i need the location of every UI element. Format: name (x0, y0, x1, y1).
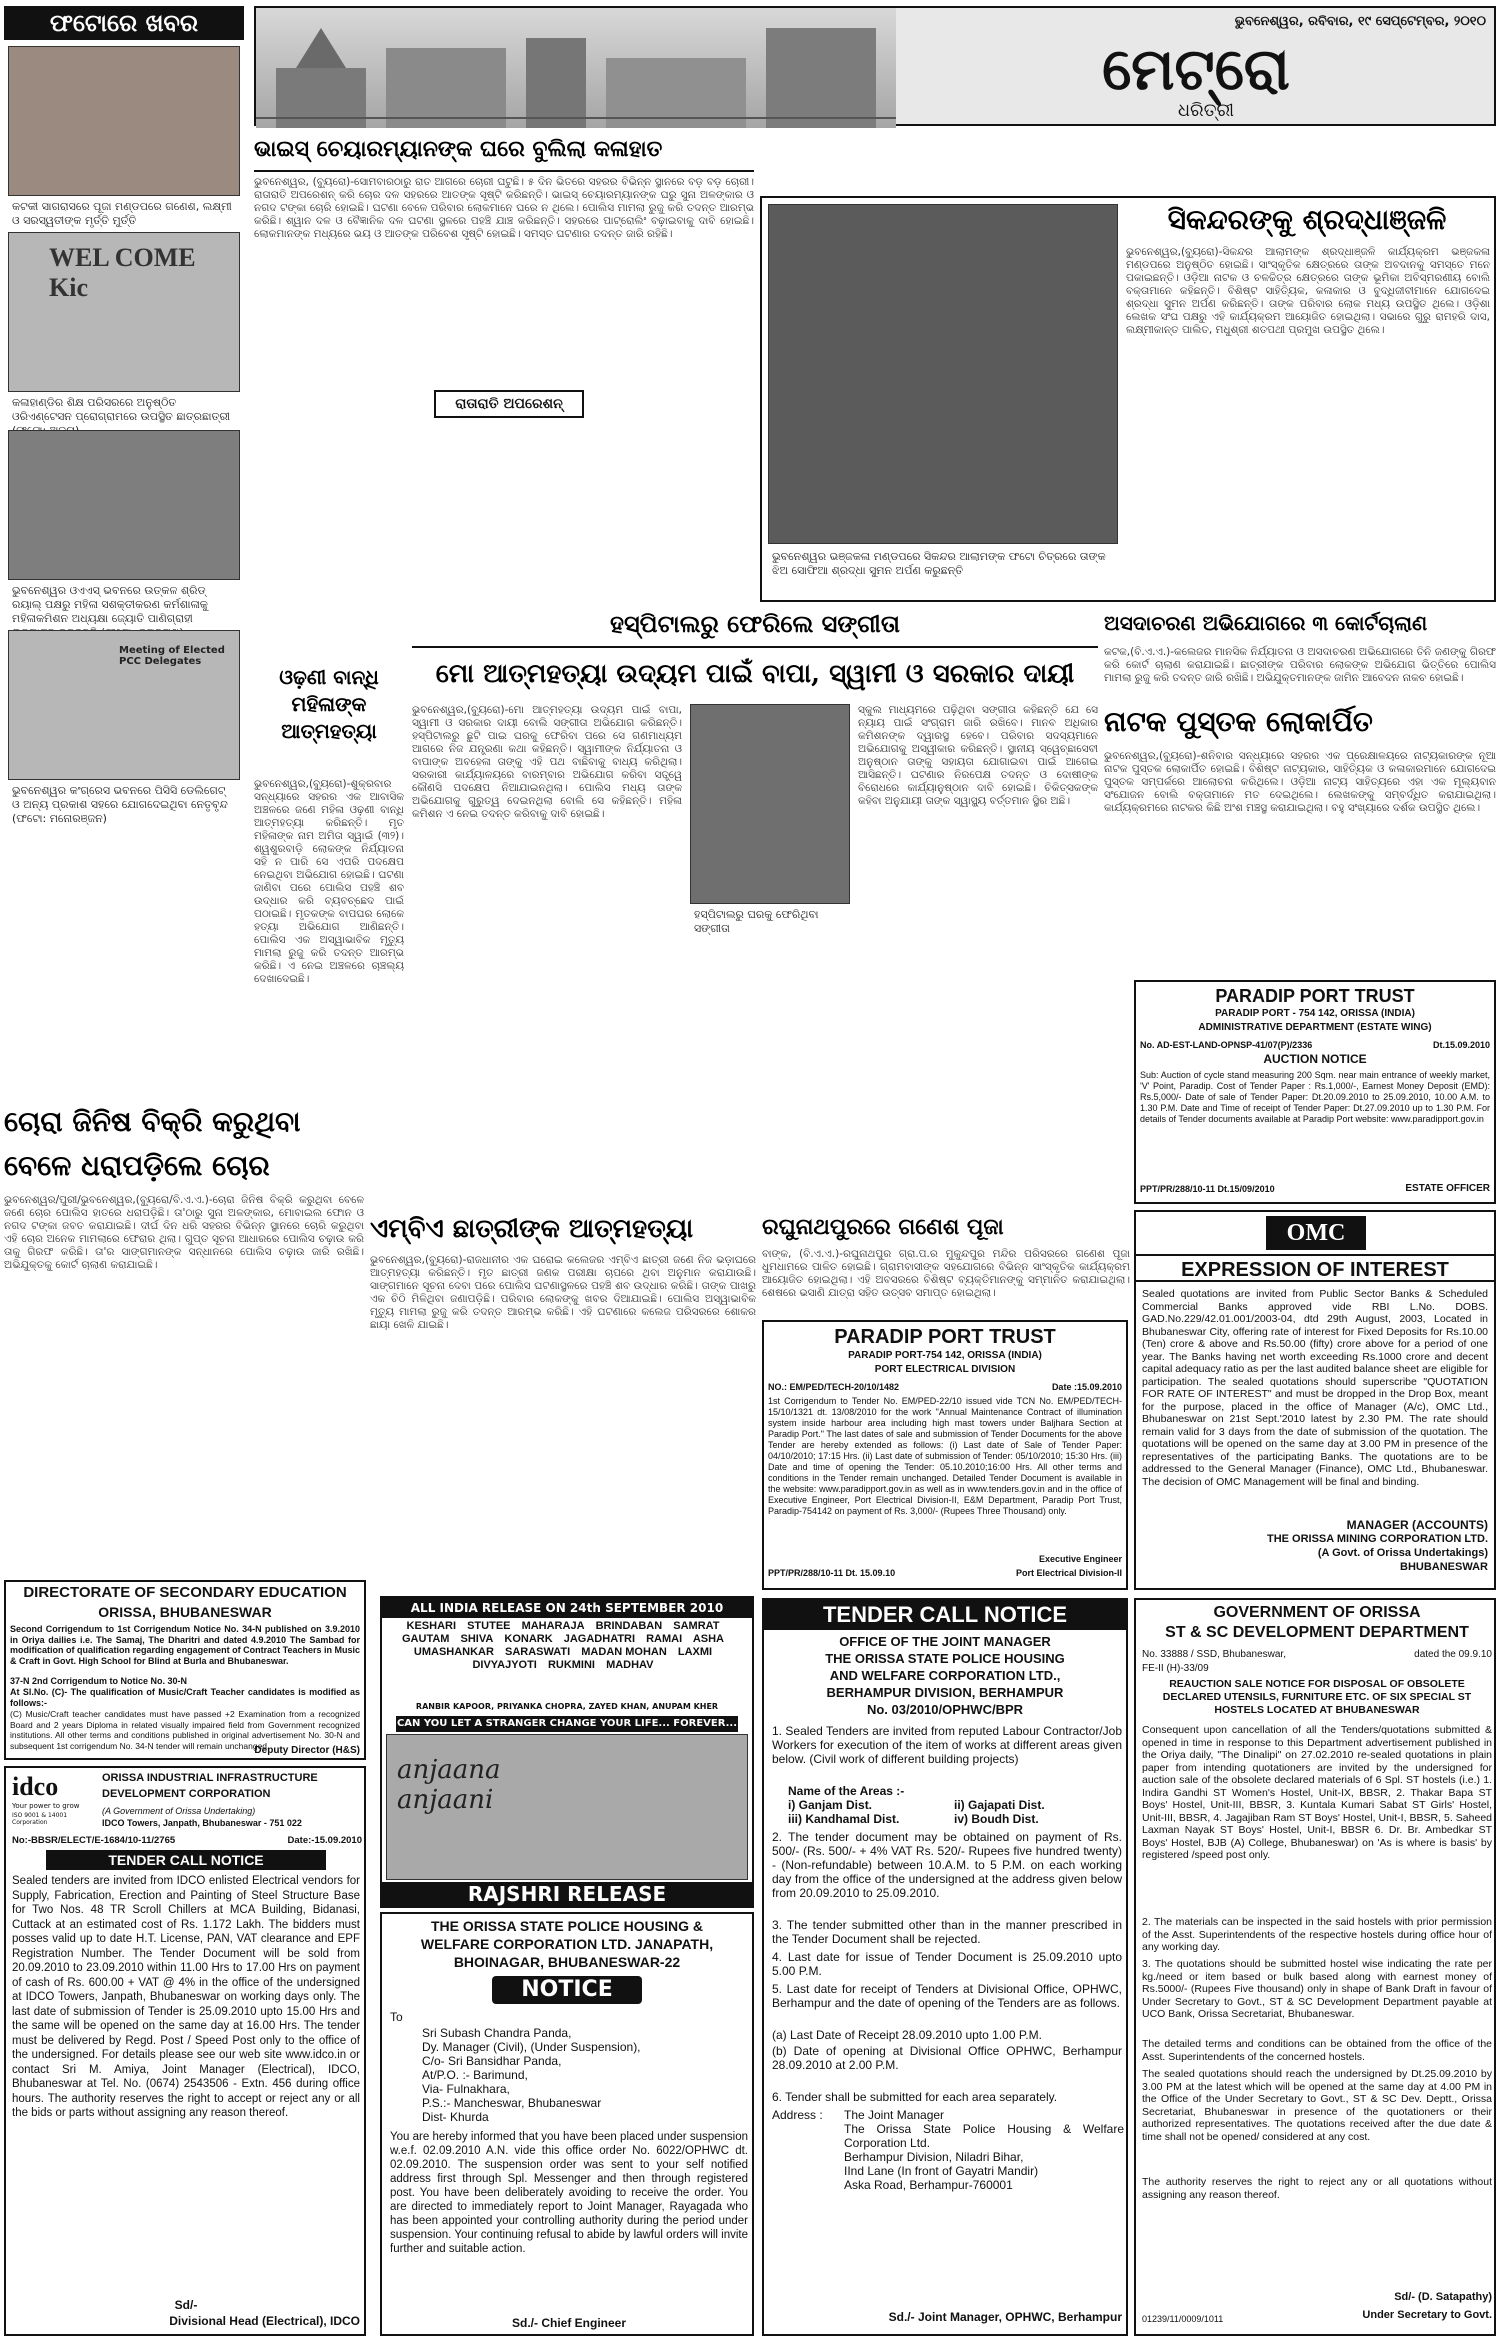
photo-caption: ହସ୍ପିଟାଲରୁ ଘରକୁ ଫେରିଥିବା ସଙ୍ଗୀତା (694, 908, 819, 935)
address-line: C/o- Sri Bansidhar Panda, (422, 2054, 562, 2068)
ad-org: DEVELOPMENT CORPORATION (102, 1788, 271, 1800)
masthead-subtitle: ଧରିତ୍ରୀ (1177, 100, 1235, 121)
ad-org-sub: (A Government of Orissa Undertaking) (102, 1806, 256, 1816)
ad-ppt-auction (1134, 980, 1496, 1204)
ad-body: 3. The quotations should be submitted hostel wise indicating the rate per kg./need or item based or bulk based along with earnest money of Rs.5000/- (Rupees Five thousand) only in shape of Bank Draft in favour of Under Secretary to Govt., ST & SC Development Department payable at UCO Bank, Orissa Secretariat, Bhubaneswar. (1142, 1958, 1492, 2020)
ad-department: PORT ELECTRICAL DIVISION (874, 1364, 1016, 1375)
story-book-release (1104, 700, 1496, 980)
ad-ophwc-notice (380, 1912, 754, 2336)
ad-org: THE ORISSA STATE POLICE HOUSING (825, 1651, 1065, 1666)
divider (254, 170, 754, 172)
address-line: Berhampur Division, Niladri Bihar, (844, 2150, 1024, 2164)
ad-address: IDCO Towers, Janpath, Bhubaneswar - 751 022 (102, 1818, 302, 1828)
ad-body: The authority reserves the right to reject any or all quotations without assigning any reason thereof. (1142, 2176, 1492, 2201)
ad-item: 3. The tender submitted other than in the manner prescribed in the Tender Document shall be rejected. (772, 1918, 1122, 1946)
ad-item: (b) Date of opening at Divisional Office OPHWC, Berhampur 28.09.2010 at 2.00 P.M. (772, 2044, 1122, 2072)
story-headline: ଏମ୍‌ବିଏ ଛାତ୍ରୀଙ୍କ ଆତ୍ମହତ୍ୟା (370, 1214, 694, 1244)
ad-item: 1. Sealed Tenders are invited from reputed Labour Contractor/Job Workers for execution of the item of works at different areas given below. (Civil work of different building projects) (772, 1724, 1122, 1766)
ad-body: 1st Corrigendum to Tender No. EM/PED-22/10 issued vide TCN No. EM/PED/TECH-15/10/1321 dt. 13/08/2010 for the work "Annual Maintenance Contract of illumination system inside harbour area including high mast towers under Baljhara Section at Paradip Port." The last dates of sale and submission of Tender Documents for the above Tender are hereby extended as follows: (i) Last date of Sale of Tender Paper: 04/10/2010; 17:15 Hrs. (ii) Last date of submission of Tender: 05/10/2010; 15:30 Hrs. (iii) Date and time of opening the Tender: 05.10.2010;16:00 Hrs. All other terms and conditions in the Tender remain unchanged. Detailed Tender Document is available in the website: www.paradipport.gov.in as well as in www.tenders.gov.in and in the office of Executive Engineer, Port Electrical Division-II, E&M Department, Paradip Port Trust, Paradip-754142 on payment of Rs. 3,000/- (Rupees Three Thousand) only. (768, 1396, 1122, 1516)
address-line: IInd Lane (In front of Gayatri Mandir) (844, 2164, 1039, 2178)
ad-title: BHOINAGAR, BHUBANESWAR-22 (453, 1954, 681, 1970)
ad-tender-call (762, 1598, 1128, 2336)
story-headline: ରଘୁନାଥପୁରରେ ଗଣେଶ ପୂଜା (762, 1214, 1004, 1240)
ad-department: ADMINISTRATIVE DEPARTMENT (ESTATE WING) (1198, 1022, 1432, 1033)
story-ganesh (762, 1208, 1130, 1318)
story-headline: ଅସଦାଚରଣ ଅଭିଯୋଗରେ ୩ କୋର୍ଟଚାଲାଣ (1104, 611, 1428, 635)
ad-title: TENDER CALL NOTICE (764, 1600, 1126, 1630)
ad-body: The sealed quotations should reach the undersigned by Dt.25.09.2010 by 3.00 PM at the latest which will be opened at the same day at 4.00 PM in the Office of the Under Secretary to Govt., ST & SC Dev. Deptt., Orissa Secretariat, Bhubaneswar in presence of the quotationers or their authorized representatives. The quotations received after the due date & time shall not be opened/ considered at any cost. (1142, 2068, 1492, 2143)
skyline-illustration (256, 8, 896, 128)
idco-logo: idco (12, 1772, 59, 1801)
ad-address: PARADIP PORT-754 142, ORISSA (INDIA) (848, 1350, 1042, 1361)
skyline-svg (256, 8, 896, 128)
ad-title: THE ORISSA STATE POLICE HOUSING & (431, 1918, 703, 1934)
address-line: Via- Fulnakhara, (422, 2082, 510, 2096)
photo-caption: ଭୁବନେଶ୍ୱର ଓଏଏସ୍ ଭବନରେ ଉତ୍କଳ ଶ୍ରିଡ୍ ରୟାଲ୍ ପକ୍ଷରୁ ମହିଳା ସଶକ୍ତୀକରଣ କର୍ମଶାଳାକୁ ମହିଳାକମିଶନ ଅଧ୍ୟକ୍ଷା ଜ୍ୟୋତି ପାଣିଗ୍ରାହୀ (12, 584, 208, 625)
film-tagline: CAN YOU LET A STRANGER CHANGE YOUR LIFE... FOREVER... (396, 1716, 738, 1732)
address-line: P.S.:- Mancheswar, Bhubaneswar (422, 2096, 602, 2110)
masthead-title: ମେଟ୍ରୋ (1102, 35, 1290, 103)
story-body: ସ୍କୁଲ ମାଧ୍ୟମରେ ପଢ଼ିଥିବା ସଙ୍ଗୀତା କହିଛନ୍ତି ଯେ ସେ ନ୍ୟାୟ ପାଇଁ ସଂଗ୍ରାମ ଜାରି ରଖିବେ। ମାନବ ଅଧିକାର କମିଶନଙ୍କ ଦ୍ୱାରସ୍ଥ ହେବେ। ପରିବାର ସଦସ୍ୟମାନେ ଅଭିଯୋଗକୁ ଅସ୍ୱୀକାର କରିଛନ୍ତି। ସ୍ଥାନୀୟ ସ୍ୱେଚ୍ଛାସେବୀ ଅନୁଷ୍ଠାନ ତାଙ୍କୁ ସହାୟତା ଯୋଗାଇବା ପାଇଁ ଆଗେଇ ଆସିଛନ୍ତି। ଘଟଣାର ନିରପେକ୍ଷ ତଦନ୍ତ ଓ ଦୋଷୀଙ୍କ ବିରୋଧରେ କାର୍ଯ୍ୟାନୁଷ୍ଠାନ ଦାବି ହୋଇଛି। ଚିକିତ୍ସକଙ୍କ କହିବା ଅନୁଯାୟୀ ତାଙ୍କ ସ୍ୱାସ୍ଥ୍ୟ ବର୍ତ୍ତମାନ ସ୍ଥିର ଅଛି। (858, 704, 1098, 807)
idco-iso: ISO 9001 & 14001 Corporation (12, 1812, 68, 1826)
sangita-photo (690, 704, 850, 904)
story-headline: ଚୋରା ଜିନିଷ ବିକ୍ରି କରୁଥିବା ବେଳେ ଧରାପଡ଼ିଲେ ଚୋର (4, 1105, 301, 1182)
ad-film (380, 1596, 754, 1908)
ad-title: PARADIP PORT TRUST (1215, 986, 1415, 1006)
ad-signature: Executive Engineer (1038, 1554, 1122, 1564)
welcome-banner: WEL COME Kic (49, 243, 196, 302)
story-chain-snatch (254, 130, 754, 660)
theatre-name: KONARK (504, 1633, 553, 1645)
story-body: ଭୁବନେଶ୍ୱର,(ବ୍ୟୁରୋ)-ଶନିବାର ସନ୍ଧ୍ୟାରେ ସହରର ଏକ ପ୍ରେକ୍ଷାଳୟରେ ନାଟ୍ୟକାରଙ୍କ ନୂଆ ନାଟକ ପୁସ୍ତକ ଲୋକାର୍ପିତ ହୋଇଛି। ବିଶିଷ୍ଟ ନାଟ୍ୟକାର, ସାହିତ୍ୟିକ ଓ କଳାକାରମାନେ ଯୋଗଦେଇ ପୁସ୍ତକ ସମ୍ପର୍କରେ ଆଲୋଚନା କରିଥିଲେ। ଓଡ଼ିଆ ନାଟ୍ୟ ସାହିତ୍ୟରେ ଏହା ଏକ ମୂଲ୍ୟବାନ ସଂଯୋଜନ ବୋଲି ବକ୍ତାମାନେ ମତ ଦେଇଥିଲେ। ଲେଖକଙ୍କୁ ସମ୍ବର୍ଦ୍ଧିତ କରାଯାଇଥିଲା। କାର୍ଯ୍ୟକ୍ରମରେ ନାଟକର କିଛି ଅଂଶ ମଞ୍ଚସ୍ଥ କରାଯାଇଥିଲା। ବହୁ ସଂଖ୍ୟାରେ ଦର୍ଶକ ଉପସ୍ଥିତ ଥିଲେ। (1104, 750, 1496, 814)
ganesh-idol-photo (8, 46, 240, 196)
ad-ref-file: FE-II (H)-33/09 (1142, 1663, 1209, 1674)
theatre-name: BRINDABAN (595, 1620, 663, 1632)
meeting-banner: Meeting of Elected PCC Delegates (119, 645, 225, 667)
theatre-name: RAMAI (646, 1633, 683, 1645)
ad-footer: PPT/PR/288/10-11 Dt. 15.09.10 (768, 1568, 896, 1578)
story-headline: ଓଢ଼ଣୀ ବାନ୍ଧି ମହିଳାଙ୍କ ଆତ୍ମହତ୍ୟା (279, 665, 379, 743)
ad-signature: Sd/- (D. Satapathy) (1394, 2291, 1492, 2303)
theatre-name: JAGADHATRI (563, 1633, 636, 1645)
ad-body: (C) Music/Craft teacher candidates must have passed +2 Examination from a recognized Board and 2 years Diploma in related visually impaired field from Government recognized institutions. All other terms and conditions published in original advertisement No. 30-N and subsequent 1st corrigendum No. 34-N tender will remain unchanged. (10, 1709, 360, 1751)
area-item: i) Ganjam Dist. (788, 1798, 873, 1812)
ad-item: (a) Last Date of Receipt 28.09.2010 upto 1.00 P.M. (772, 2028, 1042, 2042)
address-line: Dy. Manager (Civil), (Under Suspension), (422, 2040, 641, 2054)
ad-signature: Under Secretary to Govt. (1362, 2309, 1492, 2321)
ad-title: DIRECTORATE OF SECONDARY EDUCATION (23, 1584, 347, 1601)
ad-subject: REAUCTION SALE NOTICE FOR DISPOSAL OF OBSOLETE DECLARED UTENSILS, FURNITURE ETC. OF SIX SPECIAL ST HOSTELS LOCATED AT BHUBANESWAR (1162, 1678, 1472, 1716)
ad-org: OFFICE OF THE JOINT MANAGER (839, 1634, 1051, 1649)
ad-dse (4, 1580, 366, 1760)
ad-subtitle: ORISSA, BHUBANESWAR (98, 1604, 272, 1620)
tribute-photo (768, 204, 1118, 544)
address-line: At/P.O. :- Barimund, (422, 2068, 528, 2082)
women-workshop-photo (8, 430, 240, 580)
address-line: Sri Subash Chandra Panda, (422, 2026, 572, 2040)
address-line: The Joint Manager (844, 2108, 945, 2122)
theatre-name: DIVYAJYOTI (472, 1659, 537, 1671)
theatre-name: MADAN MOHAN (581, 1646, 667, 1658)
ad-address: PARADIP PORT - 754 142, ORISSA (INDIA) (1215, 1008, 1415, 1019)
ad-body: Sealed tenders are invited from IDCO enlisted Electrical vendors for Supply, Fabrication, Erection and Painting of Steel Structure Base for Two Nos. 48 TR Scroll Chillers at MCA Building, Bidanasi, Cuttack at an estimated cost of Rs. 1.172 Lakh. The bidders must posses valid up to date H.T. License, PAN, VAT clearance and EPF Registration Number. The Tender Document will be sold from 20.09.2010 to 23.09.2010 within 11.00 Hrs to 17.00 Hrs on payment of cash of Rs. 600.00 + VAT @ 4% in the office of the undersigned at IDCO Towers, Janpath, Bhubaneswar on working days only. The last date of submission of Tender is 25.09.2010 upto 15.00 Hrs and the same will be opened on the same day at 16.00 Hrs. The tender must be delivered by Regd. Post / Speed Post only to the office of the undersigned. For details please see our web site www.idco.in or contact Sri M. Amiya, Joint Manager (Electrical), IDCO, Bhubaneswar at Tel. No. (0674) 2543506 - Extn. 456 during office hours. The authority reserves the right to accept or reject any or all the bids or parts without assigning any reason thereof. (12, 1875, 360, 2119)
notice-badge: NOTICE (492, 1976, 642, 2004)
ad-address-block (422, 2026, 742, 2126)
story-headline: ନାଟକ ପୁସ୍ତକ ଲୋକାର୍ପିତ (1104, 705, 1373, 738)
theatre-name: LAXMI (677, 1646, 713, 1658)
ad-org: AND WELFARE CORPORATION LTD., (829, 1668, 1061, 1683)
ad-ref-date: Dt.15.09.2010 (1432, 1040, 1490, 1050)
theatre-name: SARASWATI (505, 1646, 571, 1658)
story-body: ଭୁବନେଶ୍ୱର,(ବ୍ୟୁରୋ)-ଶୁକ୍ରବାର ସନ୍ଧ୍ୟାରେ ସହରର ଏକ ଆବାସିକ ଅଞ୍ଚଳରେ ଜଣେ ମହିଳା ଓଢ଼ଣୀ ବାନ୍ଧି ଆତ୍ମହତ୍ୟା କରିଛନ୍ତି। ମୃତ ମହିଳାଙ୍କ ନାମ ଅମିତା ସ୍ୱାଇଁ (୩୨)। ଶ୍ୱଶୁରବାଡ଼ି ଲୋକଙ୍କ ନିର୍ଯ୍ୟାତନା ସହି ନ ପାରି ସେ ଏପରି ପଦକ୍ଷେପ ନେଇଥିବା ଅଭିଯୋଗ ହୋଇଛି। ଘଟଣା ଜାଣିବା ପରେ ପୋଲିସ ପହଞ୍ଚି ଶବ ଉଦ୍ଧାର କରି ବ୍ୟବଚ୍ଛେଦ ପାଇଁ ପଠାଇଛି। ମୃତକଙ୍କ ବାପଘର ଲୋକେ ହତ୍ୟା ଅଭିଯୋଗ ଆଣିଛନ୍ତି। ପୋଲିସ ଏକ ଅସ୍ୱାଭାବିକ ମୃତ୍ୟୁ ମାମଲା ରୁଜୁ କରି ତଦନ୍ତ ଆରମ୍ଭ କରିଛି। ଏ ନେଇ ଅଞ୍ଚଳରେ ଚାଞ୍ଚଲ୍ୟ ଦେଖାଦେଇଛି। (254, 778, 404, 985)
theatre-name: KESHARI (406, 1620, 457, 1632)
ad-ref-no: No. 03/2010/OPHWC/BPR (866, 1702, 1024, 1717)
ad-footer: PPT/PR/288/10-11 Dt.15/09/2010 (1140, 1184, 1275, 1194)
masthead (254, 6, 1496, 126)
address-line: Dist- Khurda (422, 2110, 489, 2124)
theatre-name: UMASHANKAR (413, 1646, 494, 1658)
photo-caption: ଭୁବନେଶ୍ୱର ଭଞ୍ଜକଳା ମଣ୍ଡପରେ ସିକନ୍ଦର ଆଲାମଙ୍କ ଫଟୋ ଚିତ୍ରରେ ତାଙ୍କ ଝିଅ ସୋଫିଆ ଶ୍ରଦ୍ଧା ସୁମନ ଅର୍ପଣ କରୁଛନ୍ତି (772, 550, 1106, 577)
ad-signature: Port Electrical Division-II (1015, 1568, 1122, 1578)
ad-title: EXPRESSION OF INTEREST (1136, 1254, 1494, 1282)
film-release-headline: ALL INDIA RELEASE ON 24th SEPTEMBER 2010 (382, 1598, 752, 1618)
address-line: Aska Road, Berhampur-760001 (844, 2178, 1013, 2192)
story-body: ଭୁବନେଶ୍ୱର,(ବ୍ୟୁରୋ)-ମୋ ଆତ୍ମହତ୍ୟା ଉଦ୍ୟମ ପାଇଁ ବାପା, ସ୍ୱାମୀ ଓ ସରକାର ଦାୟୀ ବୋଲି ସଙ୍ଗୀତା ଅଭିଯୋଗ କରିଛନ୍ତି। ହସ୍ପିଟାଲରୁ ଛୁଟି ପାଇ ଘରକୁ ଫେରିବା ପରେ ସେ ଗଣମାଧ୍ୟମ ଆଗରେ ନିଜ ଯନ୍ତ୍ରଣା କଥା କହିଛନ୍ତି। ସ୍ୱାମୀଙ୍କ ନିର୍ଯ୍ୟାତନା ଓ ବାପାଙ୍କ ଅବହେଳା ତାଙ୍କୁ ଏହି ପଥ ବାଛିବାକୁ ବାଧ୍ୟ କରିଥିଲା। ସରକାରୀ କାର୍ଯ୍ୟାଳୟରେ ବାରମ୍ବାର ଅଭିଯୋଗ କରିବା ସତ୍ତ୍ୱେ କୌଣସି ପଦକ୍ଷେପ ନିଆଯାଇନଥିଲା। ପୋଲିସ ମଧ୍ୟ ତାଙ୍କ ଅଭିଯୋଗକୁ ଗୁରୁତ୍ୱ ଦେଇନଥିଲା ବୋଲି ସେ କହିଛନ୍ତି। ମହିଳା କମିଶନ ଏ ନେଇ ତଦନ୍ତ କରିବାକୁ ଦାବି ହୋଇଛି। (412, 704, 682, 820)
story-headline: ସିକନ୍ଦରଙ୍କୁ ଶ୍ରଦ୍ଧାଞ୍ଜଳି (1167, 203, 1447, 236)
film-cast: RANBIR KAPOOR, PRIYANKA CHOPRA, ZAYED KHAN, ANUPAM KHER (415, 1702, 719, 1711)
ad-signature: Divisional Head (Electrical), IDCO (169, 2314, 360, 2328)
film-footer: RAJSHRI RELEASE (382, 1882, 752, 1906)
ad-ref-date: Date:-15.09.2010 (287, 1835, 362, 1846)
ad-signature: Deputy Director (H&S) (254, 1745, 360, 1756)
ad-item: 5. Last date for receipt of Tenders at Divisional Office, OPHWC, Berhampur and the date of opening of the Tenders are as follows. (772, 1982, 1122, 2010)
theatre-name: MADHAV (606, 1659, 654, 1671)
story-body: କଟକ,(ବି.ଏ.ଏ.)-କଲେଜର ମାନସିକ ନିର୍ଯ୍ୟାତନା ଓ ଅସଦାଚରଣ ଅଭିଯୋଗରେ ତିନି ଜଣଙ୍କୁ ଗିରଫ କରି କୋର୍ଟ ଚାଲାଣ କରାଯାଇଛି। ଛାତ୍ରୀଙ୍କ ପରିବାର ଲୋକଙ୍କ ଅଭିଯୋଗ ଭିତ୍ତିରେ ପୋଲିସ ମାମଲା ରୁଜୁ କରି ତଦନ୍ତ ଜାରି ରଖିଛି। ଅଭିଯୁକ୍ତମାନଙ୍କ ଜାମିନ ଆବେଦନ ନାକଚ ହୋଇଛି। (1104, 646, 1496, 684)
area-item: iii) Kandhamal Dist. (788, 1812, 900, 1826)
theatre-name: GAUTAM (402, 1633, 450, 1645)
story-body: ଭୁବନେଶ୍ୱର,(ବ୍ୟୁରୋ)-ରାଜଧାନୀର ଏକ ଘରୋଇ କଲେଜର ଏମ୍‌ବିଏ ଛାତ୍ରୀ ଜଣେ ନିଜ ଭଡ଼ାଘରେ ଆତ୍ମହତ୍ୟା କରିଛନ୍ତି। ମୃତ ଛାତ୍ରୀ ଜଣକ ପରୀକ୍ଷା ଚାପରେ ଥିବା ଅନୁମାନ କରାଯାଉଛି। ସାଙ୍ଗମାନେ ସୂଚନା ଦେବା ପରେ ପୋଲିସ ଘଟଣାସ୍ଥଳରେ ପହଞ୍ଚି ଶବ ଉଦ୍ଧାର କରିଛି। ତାଙ୍କ ପାଖରୁ ଏକ ଚିଠି ମିଳିଥିବା ଜଣାପଡ଼ିଛି। ପରିବାର ଲୋକଙ୍କୁ ଖବର ଦିଆଯାଇଛି। ପୋଲିସ ଅସ୍ୱାଭାବିକ ମୃତ୍ୟୁ ମାମଲା ରୁଜୁ କରି ତଦନ୍ତ ଆରମ୍ଭ କରିଛି। ଏହି ଘଟଣାରେ କଲେଜ ପରିସରରେ ଶୋକର ଛାୟା ଖେଳି ଯାଇଛି। (370, 1254, 756, 1331)
ad-title: WELFARE CORPORATION LTD. JANAPATH, (420, 1936, 714, 1952)
ad-body: Sub: Auction of cycle stand measuring 200 Sqm. near main entrance of weekly market, 'V' Point, Paradip. Cost of Tender Paper : Rs.1,000/-, Earnest Money Deposit (EMD): Rs.5,000/- Date of sale of Tender Paper: Dt.20.09.2010 to 25.09.2010, 10.00 A.M. to 1.30 P.M. Date and Time of receipt of Tender Paper: Dt.27.09.2010 up to 1.30 P.M. For details of Tender documents available at Paradip Port website: www.paradipport.gov.in (1140, 1070, 1490, 1124)
theatre-name: SHIVA (460, 1633, 494, 1645)
omc-logo: OMC (1266, 1216, 1366, 1250)
story-tribute (760, 196, 1496, 602)
story-mba (370, 1208, 756, 1428)
ad-body: At Sl.No. (C)- The qualification of Music/Craft Teacher candidates is modified as follows:- (10, 1687, 360, 1708)
ad-signature: Sd/- (174, 2298, 198, 2312)
area-item: iv) Boudh Dist. (954, 1812, 1039, 1826)
story-headline: ମୋ ଆତ୍ମହତ୍ୟା ଉଦ୍ୟମ ପାଇଁ ବାପା, ସ୍ୱାମୀ ଓ ସରକାର ଦାୟୀ (435, 659, 1075, 689)
ad-signature: MANAGER (ACCOUNTS) (1346, 1518, 1488, 1532)
ad-body: The detailed terms and conditions can be obtained from the office of the Asst. Superintendents of the concerned hostels. (1142, 2038, 1492, 2063)
story-body: ବାଙ୍କ, (ବି.ଏ.ଏ.)-ରଘୁନାଥପୁର ଗ୍ରା.ପ.ର ମୁକୁନ୍ଦପୁର ମନ୍ଦିର ପରିସରରେ ଗଣେଶ ପୂଜା ଧୁମଧାମରେ ପାଳିତ ହୋଇଛି। ଗ୍ରାମବାସୀଙ୍କ ସହଯୋଗରେ ବିଭିନ୍ନ ସାଂସ୍କୃତିକ କାର୍ଯ୍ୟକ୍ରମ ଆୟୋଜିତ ହୋଇଥିଲା। ଏହି ଅବସରରେ ବିଶିଷ୍ଟ ବ୍ୟକ୍ତିମାନଙ୍କୁ ସମ୍ମାନିତ କରାଯାଇଥିଲା। ଶେଷରେ ଭସାଣି ଯାତ୍ରା ସହିତ ଉତ୍ସବ ସମାପ୍ତ ହୋଇଥିଲା। (762, 1248, 1130, 1299)
ad-signature: THE ORISSA MINING CORPORATION LTD. (1266, 1533, 1488, 1545)
ad-address-label: Address : (772, 2108, 823, 2122)
ad-item: 6. Tender shall be submitted for each area separately. (772, 2090, 1058, 2104)
story-thief (4, 1100, 364, 1560)
story-body: ଭୁବନେଶ୍ୱର,(ବ୍ୟୁରୋ)-ସିକନ୍ଦର ଆଲାମଙ୍କ ଶ୍ରଦ୍ଧାଞ୍ଜଳି କାର୍ଯ୍ୟକ୍ରମ ଭଞ୍ଜକଳା ମଣ୍ଡପରେ ଅନୁଷ୍ଠିତ ହୋଇଛି। ସାଂସ୍କୃତିକ କ୍ଷେତ୍ରରେ ତାଙ୍କ ଅବଦାନକୁ ସମସ୍ତେ ମନେ ପକାଇଛନ୍ତି। ଓଡ଼ିଆ ନାଟକ ଓ ଚଳଚ୍ଚିତ୍ର କ୍ଷେତ୍ରରେ ତାଙ୍କ ଭୂମିକା ଅବିସ୍ମରଣୀୟ ବୋଲି ବକ୍ତାମାନେ କହିଛନ୍ତି। ବିଶିଷ୍ଟ ସାହିତ୍ୟିକ, କଳାକାର ଓ ବୁଦ୍ଧିଜୀବୀମାନେ ଯୋଗଦେଇ ଶ୍ରଦ୍ଧା ସୁମନ ଅର୍ପଣ କରିଛନ୍ତି। ତାଙ୍କ ପରିବାର ଲୋକ ମଧ୍ୟ ଉପସ୍ଥିତ ଥିଲେ। ଓଡ଼ିଶା ଲେଖକ ସଂଘ ପକ୍ଷରୁ ଏହି କାର୍ଯ୍ୟକ୍ରମ ଆୟୋଜିତ ହୋଇଥିଲା। ସଭାରେ ଗୁରୁ ରାମହରି ଦାସ, ଲକ୍ଷ୍ମୀକାନ୍ତ ପାଲିତ, ମଧୁଶ୍ରୀ ଶତପଥୀ ପ୍ରମୁଖ ଉପସ୍ଥିତ ଥିଲେ। (1126, 246, 1490, 336)
orientation-photo (8, 232, 240, 392)
dateline: ଭୁବନେଶ୍ୱର, ରବିବାର, ୧୯ ସେପ୍ଟେମ୍ବର, ୨୦୧୦ (1234, 14, 1486, 29)
ad-title: GOVERNMENT OF ORISSA (1213, 1604, 1421, 1621)
ad-ref-no: No. AD-EST-LAND-OPNSP-41/07(P)/2336 (1140, 1040, 1313, 1050)
idco-tagline: Your power to grow (12, 1802, 80, 1810)
ad-title: PARADIP PORT TRUST (834, 1326, 1056, 1348)
ad-signature: ESTATE OFFICER (1405, 1183, 1490, 1194)
ad-body: Sealed quotations are invited from Public Sector Banks & Scheduled Commercial Banks approved vide RBI L.No. DOBS. GAD.No.229/42.01.001/2003-04, dtd 29th August, 2003, Located in Bhubaneswar City, offering rate of interest for Fixed Deposits for Rs.10.00 (Ten) crore & above and Rs.50.00 (fifty) crore above for a period of one year. The Banks having net worth exceeding Rs.1000 crore and decent capital adequacy ratio as per the last audited balance sheet are eligible for participation. The sealed quotations should superscribe "QUOTATION FOR RATE OF INTEREST" and must be dropped in the Drop Box, meant for the purpose, placed in the office of Manager (A/c), OMC Ltd., Bhubaneswar on 21st Sept.'2010 latest by 2.30 PM. The rate should remain valid for 3 days from the date of submission of the quotation. The quotations will be opened on the same day at 3.00 PM in presence of the representatives of the participating Banks. The quotations are to be addressed to the General Manager (Finance), OMC Ltd., Bhubaneswar. The decision of OMC Management will be final and binding. (1142, 1288, 1488, 1488)
ad-ref-date: dated the 09.9.10 (1414, 1649, 1492, 1660)
congress-meeting-photo (8, 630, 240, 780)
photo-caption: କଳାହାଣ୍ଡିର ଶିକ୍ଷ ପରିସରରେ ଅନୁଷ୍ଠିତ ଓରିଏଣ୍ଟେସନ ପ୍ରୋଗ୍ରାମରେ ଉପସ୍ଥିତ ଛାତ୍ରଛାତ୍ରୀ (12, 396, 231, 423)
divider (412, 646, 1098, 648)
ad-ref-no: No:-BBSR/ELECT/E-1684/10-11/2765 (12, 1835, 176, 1846)
theatre-name: STUTEE (467, 1620, 511, 1632)
story-sangita (412, 604, 1098, 1204)
ad-ppt-tender (762, 1320, 1128, 1590)
theatre-list (386, 1620, 748, 1700)
ad-st-sc (1134, 1598, 1496, 2336)
ad-body: 2. The materials can be inspected in the said hostels with prior permission of the Asst. Superintendents of the respective hostels during office hour of any working day. (1142, 1916, 1492, 1953)
photo-caption: କଟକୀ ସାଗରାସରେ ପୂଜା ମଣ୍ଡପରେ ଗଣେଶ, ଲକ୍ଷ୍ମୀ ଓ ସରସ୍ୱତୀଙ୍କ ମୃର୍ତ୍ତି ମୁର୍ତ୍ତି (12, 200, 232, 227)
ad-title: ST & SC DEVELOPMENT DEPARTMENT (1165, 1624, 1469, 1641)
story-headline: ଭାଇସ୍ ଚେୟାରମ୍ୟାନଙ୍କ ଘରେ ବୁଲିଲା କଳାହାତ (254, 136, 663, 162)
ad-org: BERHAMPUR DIVISION, BERHAMPUR (826, 1685, 1064, 1700)
photo-news-column (4, 6, 244, 1091)
ad-areas-label: Name of the Areas :- (788, 1784, 905, 1798)
ad-address-block (844, 2108, 1124, 2198)
section-title-photo-news: ଫଟୋରେ ଖବର (4, 6, 244, 40)
ad-body: Consequent upon cancellation of all the Tenders/quotations submitted & opened in time in response to this Department advertisement published in the Oriya daily, "The Dinalipi" on 27.02.2010 re-sealed quotations in plain paper from intending quotationers are invited by the undersigned for auction sale of the obsolete declared materials of 6 Spl. ST hostels (i.e.) 1. Indira Gandhi ST Women's Hostel, Unit-IX, BBSR, 2. Thakar Bapa ST Boys' Hostel, Unit-III, BBSR, 3. Kuntala Kumari Sabat ST Girls' Hostel, Unit-III, BBSR, 4. Jagajiban Ram ST Boys' Hostel, Unit-I, BBSR, 5. Saheed Laxman Nayak ST Boys' Hostel, Unit-I, BBSR 6. Dr. Br. Ambedkar ST Boys' Hostel, BJB (A) College, Bhubaneswar) on 'As is where is basis' by registered /speed post only. (1142, 1724, 1492, 1861)
film-poster (386, 1734, 748, 1880)
ad-body: 37-N 2nd Corrigendum to Notice No. 30-N (10, 1676, 188, 1686)
story-body: ଭୁବନେଶ୍ୱର/ପୁରୀ/ଭୁବନେଶ୍ୱର,(ବ୍ୟୁରୋ/ବି.ଏ.ଏ.)-ଚୋରା ଜିନିଷ ବିକ୍ରି କରୁଥିବା ବେଳେ ଜଣେ ଚୋର ପୋଲିସ ହାତରେ ଧରାପଡ଼ିଛି। ତା'ଠାରୁ ସୁନା ଅଳଙ୍କାର, ମୋବାଇଲ ଫୋନ ଓ ନଗଦ ଟଙ୍କା ଜବତ କରାଯାଇଛି। ଦୀର୍ଘ ଦିନ ଧରି ସହରର ବିଭିନ୍ନ ସ୍ଥାନରେ ଚୋରି କରୁଥିବା ଏହି ଚୋର ଅନେକ ମାମଲାରେ ଫେରାର ଥିଲା। ଗୁପ୍ତ ସୂଚନା ଆଧାରରେ ପୋଲିସ ଚଢ଼ାଉ କରି ତାକୁ ଗିରଫ କରିଛି। ତା'ର ସାଙ୍ଗମାନଙ୍କ ସନ୍ଧାନରେ ପୋଲିସ ଚଢ଼ାଉ ଜାରି ରଖିଛି। ଅଭିଯୁକ୍ତକୁ କୋର୍ଟ ଚାଲାଣ କରାଯାଇଛି। (4, 1194, 364, 1271)
ad-ref-no: NO.: EM/PED/TECH-20/10/1482 (768, 1382, 900, 1392)
ad-notice-title: AUCTION NOTICE (1263, 1052, 1367, 1066)
ad-footer: 01239/11/0009/1011 (1142, 2314, 1224, 2324)
ad-signature: Sd./- Joint Manager, OPHWC, Berhampur (888, 2310, 1122, 2324)
story-inset: ରାତାରାତି ଅପରେଶନ୍ (434, 390, 584, 418)
ad-omc (1134, 1210, 1496, 1590)
theatre-name: RUKMINI (547, 1659, 595, 1671)
ad-ref-no: No. 33888 / SSD, Bhubaneswar, (1142, 1649, 1286, 1660)
ad-signature: BHUBANESWAR (1400, 1561, 1488, 1573)
ad-body: Second Corrigendum to 1st Corrigendum Notice No. 34-N published on 3.9.2010 in Oriya dailies i.e. The Samaj, The Dharitri and dated 4.9.2010 The Sambad for modification of qualification regarding engagement of Contract Teachers in Music & Craft in Govt. High School for Blind at Burla and Bhubaneswar. (10, 1624, 360, 1666)
story-kicker: ହସ୍ପିଟାଲରୁ ଫେରିଲେ ସଙ୍ଗୀତା (610, 609, 900, 638)
photo-caption: ଭୁବନେଶ୍ୱର କଂଗ୍ରେସ ଭବନରେ ପିସିସି ଡେଲିଗେଟ୍ ଓ ଅନ୍ୟ ପ୍ରକାଶ ସହରେ ଯୋଗଦେଇଥିବା ନେତୃବୃନ୍ଦ (ଫଟୋ: ମନୋରଞ୍ଜନ) (12, 784, 228, 825)
ad-signature: Sd./- Chief Engineer (511, 2316, 626, 2330)
ad-ref-date: Date :15.09.2010 (1051, 1382, 1122, 1392)
theatre-name: ASHA (692, 1633, 724, 1645)
area-item: ii) Gajapati Dist. (954, 1798, 1045, 1812)
address-line: The Orissa State Police Housing & Welfare Corporation Ltd. (844, 2122, 1124, 2150)
theatre-name: MAHARAJA (521, 1620, 585, 1632)
ad-body: You are hereby informed that you have been placed under suspension w.e.f. 02.09.2010 A.N. vide this office order No. 6022/OPHWC dt. 02.09.2010. The suspension order was sent to your self notified address first through Spl. Messenger and then through registered post. You have been deliberately avoiding to receive the order. You are directed to immediately report to Joint Manager, Rayagada who has been appointed your controlling authority during the period under suspension. Your continuing refusal to abide by lawful orders will invite further and suitable action. (390, 2131, 748, 2255)
ad-signature: (A Govt. of Orissa Undertakings) (1317, 1547, 1488, 1559)
ad-to: To (390, 2010, 403, 2024)
ad-org: ORISSA INDUSTRIAL INFRASTRUCTURE (102, 1772, 318, 1784)
ad-item: 4. Last date for issue of Tender Document is 25.09.2010 upto 5.00 P.M. (772, 1950, 1122, 1978)
ad-notice-title: TENDER CALL NOTICE (46, 1850, 326, 1870)
ad-item: 2. The tender document may be obtained on payment of Rs. 500/- (Rs. 500/- + 4% VAT Rs. 520/- Rupees five hundred twenty) - (Non-refundable) between 10.A.M. to 5 P.M. on each working day from the office of the undersigned at the address given below from 20.09.2010 to 25.09.2010. (772, 1830, 1122, 1900)
theatre-name: SAMRAT (673, 1620, 720, 1632)
film-title: anjaana anjaani (397, 1755, 501, 1815)
ad-idco (4, 1766, 366, 2336)
story-body: ଭୁବନେଶ୍ୱର, (ବ୍ୟୁରୋ)-ସୋମବାରଠାରୁ ରାତ ଆଗରେ ଚୋରୀ ଘଟୁଛି। ୫ ଦିନ ଭିତରେ ସହରର ବିଭିନ୍ନ ସ୍ଥାନରେ ବଡ଼ ବଡ଼ ଚୋରୀ। ରାତାରାତି ଅପରେଶନ୍ କରି ଚୋର ଦଳ ସହରରେ ଆତଙ୍କ ସୃଷ୍ଟି କରିଛନ୍ତି। ଭାଇସ୍ ଚେୟାରମ୍ୟାନଙ୍କ ଘରୁ ସୁନା ଅଳଙ୍କାର ଓ ନଗଦ ଟଙ୍କା ଚୋରି ହୋଇଛି। ଘଟଣା ବେଳେ ପରିବାର ଲୋକମାନେ ଘରେ ନ ଥିଲେ। ପୋଲିସ ମାମଲା ରୁଜୁ କରି ତଦନ୍ତ ଆରମ୍ଭ କରିଛି। ଶ୍ୱାନ ଦଳ ଓ ବୈଜ୍ଞାନିକ ଦଳ ଘଟଣା ସ୍ଥଳରେ ପହଞ୍ଚି ଯାଞ୍ଚ କରିଛନ୍ତି। ସହରରେ ପାଟ୍ରୋଲିଂ ବଢ଼ାଇବାକୁ ଦାବି ହୋଇଛି। ଲୋକମାନଙ୍କ ମଧ୍ୟରେ ଭୟ ଓ ଆତଙ୍କ ପରିବେଶ ସୃଷ୍ଟି ହୋଇଛି। ସମସ୍ତ ଘଟଣାର ତଦନ୍ତ ଜାରି ରହିଛି। (254, 176, 754, 240)
